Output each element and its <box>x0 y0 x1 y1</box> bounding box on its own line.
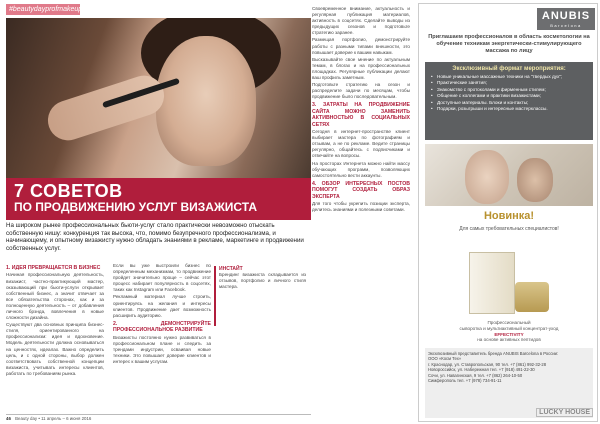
panel-item: • Знакомство с протоколами и фирменным стилем; <box>431 87 587 93</box>
section-heading-4: 4. ОБЗОР ИНТЕРЕСНЫХ ПОСТОВ ПОМОГУТ СОЗДАТЬ ОБРАЗ ЭКСПЕРТА <box>312 180 410 200</box>
caption-line: сыворотка и мультиактивный концентрат-уход <box>459 325 559 331</box>
headline-title: 7 СОВЕТОВ <box>14 181 123 201</box>
logo-text: ANUBIS <box>541 10 591 22</box>
makeup-photo <box>6 18 311 178</box>
panel-item: • Доступные материалы. Блоки и контакты; <box>431 100 587 106</box>
paragraph: Размещая портфолио, демонстрируйте работы с разными типами внешности, это повышает доверие к вашим навыкам. <box>312 37 410 55</box>
headline-subtitle: ПО ПРОДВИЖЕНИЮ УСЛУГ ВИЗАЖИСТА <box>14 200 258 214</box>
paragraph: Своевременное внимание, актуальность и регулярная публикация материалов, активность в соцсетях. Сделайте выводы из предыдущих сезонов и подготовьте стратегию заранее. <box>312 6 410 36</box>
lucky-house-logo: LUCKY HOUSE <box>536 408 593 417</box>
paragraph: На просторах Интернета можно найти массу обучающих программ, позволяющих самостоятельно вести аккаунты. <box>312 160 410 178</box>
panel-item: • Общение с коллегами и практики визажистами; <box>431 93 587 99</box>
paragraph: Рекламный материал лучше строить, ориентируясь на желания и интересы клиентов. Продвижение дает возможность расширить аудиторию. <box>113 294 211 318</box>
ad-photo <box>425 144 593 206</box>
paragraph: Высказывайте свое мнение по актуальным темам, в блогах и на профессиональных площадках. Регулярные публикации делают ваш профиль заметным. <box>312 56 410 81</box>
panel-title: Эксклюзивный формат мероприятия: <box>452 66 566 72</box>
article-headline <box>6 178 311 220</box>
product-image <box>459 242 559 318</box>
product-box <box>469 252 515 314</box>
product-brand: EFFECTIVITY <box>494 331 524 337</box>
article-column-1 <box>6 263 104 413</box>
paragraph: Для того чтобы укрепить позиции эксперта, делитесь знаниями и полезными советами. <box>312 201 410 213</box>
new-product-subtitle: Для самых требовательных специалистов! <box>459 226 559 232</box>
ad-invitation: Приглашаем профессионалов в область косметологии на обучение техникам энергетически-стимулирующего массажа по лицу <box>428 34 590 54</box>
footer-text: Beauty day • 11 апрель – 6 июня 2016 <box>15 416 92 421</box>
paragraph: Подготовьте стратегию на сезон и распределите задачи по месяцам, чтобы продвижение было последовательным. <box>312 82 410 100</box>
product-caption <box>425 320 593 343</box>
product-jar <box>515 282 549 312</box>
contact-line: ООО «Косм Тех» <box>428 356 462 362</box>
caption-line: на основе активных пептидов <box>477 337 541 343</box>
event-format-panel <box>425 62 593 140</box>
logo-subtitle: Barcelona <box>550 23 582 28</box>
section-heading-1: 1. ИДЕЯ ПРЕВРАЩАЕТСЯ В БИЗНЕС <box>6 265 101 271</box>
contact-line: Сочи, ул. Навагинская, 9 тел. +7 (862) 264-10-50 <box>428 372 523 378</box>
page-number: 46 <box>6 416 11 421</box>
paragraph: Если вы уже выстроили бизнес по определенным механизмам, то продвижение пройдет значительно проще – сейчас этот процесс набирает популярность в соцсетях, таких как Instagram или Facebook. <box>113 263 211 293</box>
ad-photo-face <box>465 150 509 204</box>
insight-box <box>214 266 306 326</box>
hashtag-label: #beautydayprofmakeup <box>6 4 80 15</box>
contact-line: Новороссийск, ул. Набережная тел. +7 (918) 491-22-30 <box>428 367 535 373</box>
contact-line: Симферополь тел. +7 (978) 734-91-11 <box>428 378 502 384</box>
panel-item: • Подарки, розыгрыши и интересные мастерклассы. <box>431 106 587 112</box>
page-footer <box>6 414 311 422</box>
caption-line: Профессиональный <box>487 320 531 325</box>
article-column-2 <box>113 263 211 413</box>
paragraph: Визажисты постоянно нужно развиваться в профессиональном плане и следить за трендами индустрии, осваивая новые техники. Это повышает доверие клиентов и интерес к вашим услугам. <box>113 334 211 365</box>
ad-photo-face <box>517 158 553 202</box>
anubis-logo <box>537 8 595 30</box>
article-lead: На широком рынке профессиональных бьюти-услуг стало практически невозможно отыскать собственную нишу: конкуренция так высока, что, помимо безупречного профессионализма, и начинающему, и опытному визажисту нужно обладать знаниями в рекламе, маркетинге и продвижении собственных услуг. <box>6 222 304 252</box>
contact-line: г. Краснодар, ул. Ставропольская, 90 тел. +7 (861) 992-32-28 <box>428 361 547 367</box>
paragraph: Начиная профессиональную деятельность, визажист, частно-практикующий мастер, оказывающий при бьюти-услуги открывает собственный бизнес, а значит отвечает за все обязательства сторонах, как и за полноценную деятельность – от добавления личного брэнда, вовлечения в новые сложности дизайна. <box>6 272 104 321</box>
paragraph: Существуют два основных принципа бизнес-стиля, ориентированного на профессионализм: идея и вдохновение. Модель деятельности должна основываться на ценностях, идеалах. Важно определить цель, и с одной стороны, выбор должен соответствовать собственной концепции визажиста, учитывать интересы клиентов, работать по требованиям рынка. <box>6 322 104 376</box>
photo-hand <box>43 70 169 145</box>
section-heading-2: 2. ДЕМОНСТРИРУЙТЕ ПРОФЕССИОНАЛЬНОЕ РАЗВИТИЕ <box>113 320 211 334</box>
new-product-label: Новинка! <box>483 210 535 222</box>
advertisement <box>418 3 598 422</box>
insight-text: Брендинг визажиста складывается из отзывов, портфолио и личного стиля мастера. <box>219 272 306 290</box>
article-column-3 <box>312 6 410 414</box>
panel-item: • Новые уникальные массажные техники на "твердых дух"; <box>431 74 587 80</box>
photo-face <box>156 36 256 166</box>
panel-item: • Практические занятия; <box>431 80 587 86</box>
paragraph: Сегодня в интернет-пространстве клиент выбирает мастера по фотографиям и отзывам, а не по рекламе. Ведите страницы регулярно, общайтесь с подписчиками и отвечайте на вопросы. <box>312 129 410 159</box>
insight-title: ИНСТАЙТ <box>219 266 243 272</box>
section-heading-3: 3. ЗАТРАТЫ НА ПРОДВИЖЕНИЕ САЙТА МОЖНО ЗАМЕНИТЬ АКТИВНОСТЬЮ В СОЦИАЛЬНЫХ СЕТЯХ <box>312 102 410 128</box>
contact-line: Эксклюзивный представитель бренда ANUBIS Barcelona в России: <box>428 351 559 356</box>
